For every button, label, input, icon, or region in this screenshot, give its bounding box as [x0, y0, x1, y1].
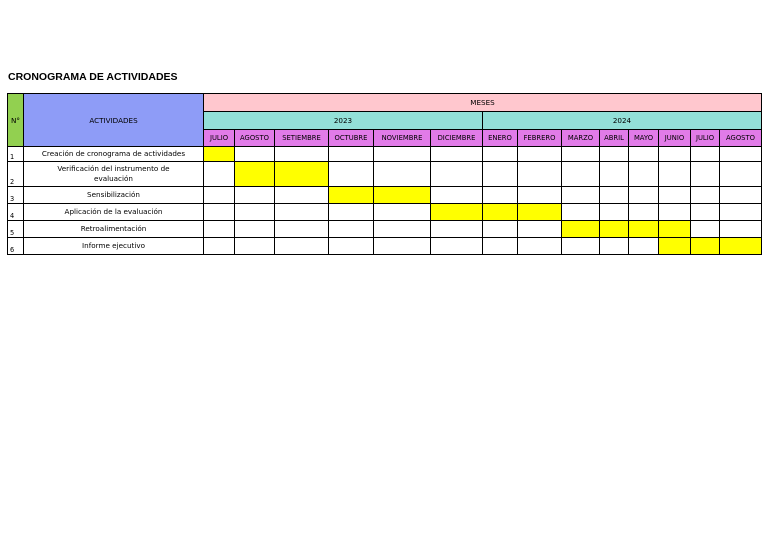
schedule-cell [562, 238, 600, 255]
schedule-cell [329, 147, 374, 162]
schedule-cell [374, 221, 431, 238]
schedule-cell [235, 221, 275, 238]
schedule-cell-active [275, 162, 329, 187]
schedule-cell [275, 147, 329, 162]
schedule-cell [600, 187, 629, 204]
schedule-cell [483, 147, 518, 162]
row-number: 2 [8, 162, 24, 187]
month-header: AGOSTO [235, 130, 275, 147]
row-number: 1 [8, 147, 24, 162]
schedule-cell-active [659, 221, 691, 238]
schedule-cell [374, 147, 431, 162]
month-header: DICIEMBRE [431, 130, 483, 147]
schedule-cell [629, 147, 659, 162]
schedule-cell-active [518, 204, 562, 221]
table-row [8, 147, 762, 162]
schedule-cell [235, 187, 275, 204]
schedule-cell [483, 187, 518, 204]
schedule-cell [600, 204, 629, 221]
schedule-cell [275, 204, 329, 221]
schedule-cell [691, 204, 720, 221]
schedule-cell [374, 162, 431, 187]
row-number: 6 [8, 238, 24, 255]
schedule-cell [720, 162, 762, 187]
schedule-cell [720, 187, 762, 204]
schedule-cell [659, 162, 691, 187]
month-header: NOVIEMBRE [374, 130, 431, 147]
schedule-cell [720, 147, 762, 162]
activity-name: Aplicación de la evaluación [24, 204, 204, 221]
schedule-cell [691, 147, 720, 162]
schedule-table [7, 93, 762, 255]
schedule-cell [275, 187, 329, 204]
schedule-cell [629, 187, 659, 204]
row-number: 3 [8, 187, 24, 204]
schedule-cell [629, 162, 659, 187]
schedule-cell [629, 238, 659, 255]
schedule-cell [691, 221, 720, 238]
row-number: 5 [8, 221, 24, 238]
schedule-cell [518, 162, 562, 187]
activity-name: Verificación del instrumento de evaluación [24, 162, 204, 187]
schedule-cell [691, 187, 720, 204]
schedule-cell [374, 238, 431, 255]
row-number: 4 [8, 204, 24, 221]
schedule-cell [204, 162, 235, 187]
year-2024-header: 2024 [483, 112, 762, 130]
schedule-cell-active [600, 221, 629, 238]
schedule-cell [275, 238, 329, 255]
schedule-cell [275, 221, 329, 238]
schedule-cell [659, 204, 691, 221]
activity-name: Informe ejecutivo [24, 238, 204, 255]
schedule-cell [600, 238, 629, 255]
month-header: MARZO [562, 130, 600, 147]
schedule-cell [431, 221, 483, 238]
schedule-cell-active [720, 238, 762, 255]
schedule-cell [562, 204, 600, 221]
schedule-cell [235, 147, 275, 162]
schedule-cell [518, 187, 562, 204]
schedule-cell [600, 147, 629, 162]
month-header: JULIO [204, 130, 235, 147]
schedule-cell [562, 162, 600, 187]
schedule-cell [204, 204, 235, 221]
month-header: JULIO [691, 130, 720, 147]
schedule-cell [659, 147, 691, 162]
schedule-cell [374, 204, 431, 221]
schedule-cell-active [691, 238, 720, 255]
month-header: SETIEMBRE [275, 130, 329, 147]
schedule-cell [431, 187, 483, 204]
schedule-cell-active [374, 187, 431, 204]
activity-name: Sensibilización [24, 187, 204, 204]
schedule-cell [483, 221, 518, 238]
month-header: OCTUBRE [329, 130, 374, 147]
schedule-cell-active [329, 187, 374, 204]
activity-name: Retroalimentación [24, 221, 204, 238]
schedule-cell [483, 238, 518, 255]
schedule-cell [600, 162, 629, 187]
table-row [8, 238, 762, 255]
schedule-cell [629, 204, 659, 221]
page-title: CRONOGRAMA DE ACTIVIDADES [8, 71, 178, 83]
schedule-cell [720, 221, 762, 238]
month-header: ENERO [483, 130, 518, 147]
schedule-cell-active [629, 221, 659, 238]
schedule-cell [483, 162, 518, 187]
schedule-cell-active [204, 147, 235, 162]
schedule-cell [235, 238, 275, 255]
schedule-cell [431, 238, 483, 255]
schedule-cell [204, 238, 235, 255]
schedule-cell [518, 238, 562, 255]
schedule-cell [329, 204, 374, 221]
schedule-cell [235, 204, 275, 221]
activity-name: Creación de cronograma de actividades [24, 147, 204, 162]
months-group-header: MESES [204, 94, 762, 112]
month-header: AGOSTO [720, 130, 762, 147]
table-row [8, 221, 762, 238]
activities-header: ACTIVIDADES [24, 94, 204, 147]
schedule-cell [329, 221, 374, 238]
schedule-cell-active [483, 204, 518, 221]
schedule-cell [518, 221, 562, 238]
num-header: N° [8, 94, 24, 147]
schedule-cell-active [235, 162, 275, 187]
schedule-cell [431, 147, 483, 162]
table-row [8, 204, 762, 221]
schedule-cell [329, 238, 374, 255]
schedule-cell-active [659, 238, 691, 255]
schedule-cell [562, 147, 600, 162]
month-header: ABRIL [600, 130, 629, 147]
schedule-cell [431, 162, 483, 187]
schedule-cell [204, 187, 235, 204]
schedule-cell [204, 221, 235, 238]
schedule-cell [720, 204, 762, 221]
schedule-cell [562, 187, 600, 204]
schedule-cell-active [431, 204, 483, 221]
month-header: JUNIO [659, 130, 691, 147]
month-header: MAYO [629, 130, 659, 147]
schedule-cell [518, 147, 562, 162]
table-row [8, 187, 762, 204]
year-2023-header: 2023 [204, 112, 483, 130]
schedule-cell [329, 162, 374, 187]
table-row [8, 162, 762, 187]
month-header: FEBRERO [518, 130, 562, 147]
schedule-cell-active [562, 221, 600, 238]
schedule-cell [659, 187, 691, 204]
schedule-cell [691, 162, 720, 187]
